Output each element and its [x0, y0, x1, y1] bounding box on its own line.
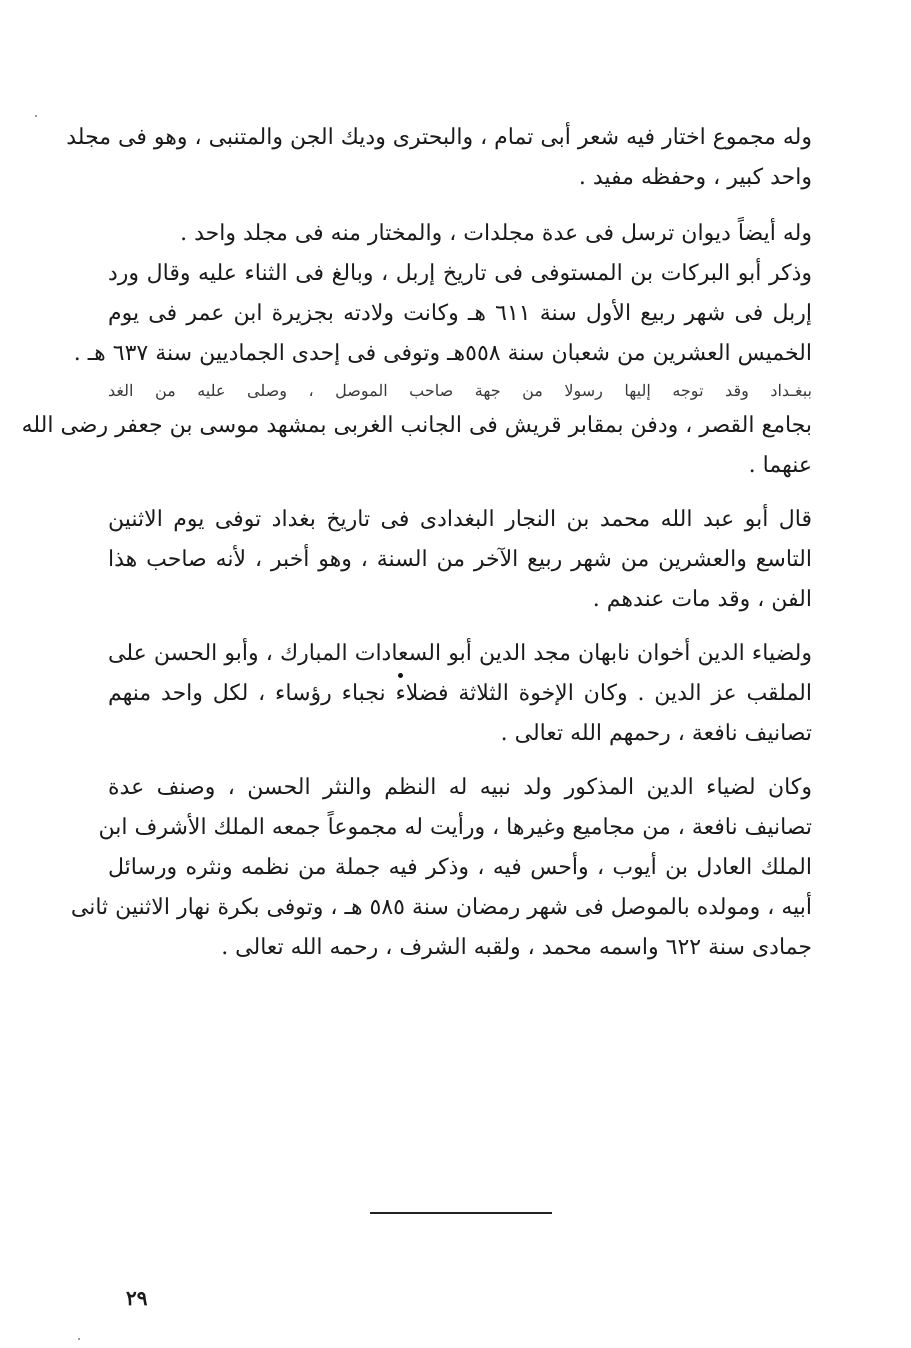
- text-line: عنهما .: [748, 453, 812, 478]
- text-line: تصانيف نافعة ، من مجاميع وغيرها ، ورأيت له مجموعاً جمعه الملك الأشرف ابن: [98, 815, 812, 840]
- paragraph-3: [21, 254, 812, 486]
- body-text: [21, 118, 812, 968]
- text-line: وله مجموع اختار فيه شعر أبى تمام ، والبحترى وديك الجن والمتنبى ، وهو فى مجلد: [66, 125, 812, 150]
- text-line: إربل فى شهر ربيع الأول سنة ٦١١ هـ وكانت ولادته بجزيرة ابن عمر فى يوم: [108, 301, 812, 326]
- paragraph-4: [108, 500, 812, 620]
- text-line: بجامع القصر ، ودفن بمقابر قريش فى الجانب الغربى بمشهد موسى بن جعفر رضى الله: [21, 413, 812, 438]
- text-line: وذكر أبو البركات بن المستوفى فى تاريخ إربل ، وبالغ فى الثناء عليه وقال ورد: [108, 261, 812, 286]
- paragraph-6: [70, 768, 812, 968]
- text-line: تصانيف نافعة ، رحمهم الله تعالى .: [500, 721, 812, 746]
- text-line: أبيه ، ومولده بالموصل فى شهر رمضان سنة ٥٨٥ هـ ، وتوفى بكرة نهار الاثنين ثانى: [70, 895, 812, 920]
- text-line: الملك العادل بن أيوب ، وأحس فيه ، وذكر فيه جملة من نظمه ونثره ورسائل: [108, 855, 812, 880]
- ink-speck: [35, 115, 37, 117]
- paragraph-5: [108, 634, 812, 754]
- ink-dot: [398, 673, 403, 678]
- page-number: ٢٩: [126, 1286, 148, 1310]
- text-line: واحد كبير ، وحفظه مفيد .: [578, 165, 812, 190]
- text-line-inserted: ببغـداد وقد توجه إليها رسولا من جهة صاحب الموصل ، وصلى عليه من الغد: [108, 381, 812, 400]
- text-line: الخميس العشرين من شعبان سنة ٥٥٨هـ وتوفى فى إحدى الجماديين سنة ٦٣٧ هـ .: [73, 341, 812, 366]
- text-line: التاسع والعشرين من شهر ربيع الآخر من السنة ، وهو أخبر ، لأنه صاحب هذا: [108, 547, 812, 572]
- text-line: وله أيضاً ديوان ترسل فى عدة مجلدات ، والمختار منه فى مجلد واحد .: [180, 221, 812, 246]
- text-line: قال أبو عبد الله محمد بن النجار البغدادى فى تاريخ بغداد توفى يوم الاثنين: [108, 507, 812, 532]
- text-line: الملقب عز الدين . وكان الإخوة الثلاثة فضلاء نجباء رؤساء ، لكل واحد منهم: [108, 681, 812, 706]
- text-line: جمادى سنة ٦٢٢ واسمه محمد ، ولقبه الشرف ، رحمه الله تعالى .: [221, 935, 812, 960]
- paragraph-2: [108, 214, 812, 254]
- text-line: وكان لضياء الدين المذكور ولد نبيه له النظم والنثر الحسن ، وصنف عدة: [108, 775, 812, 800]
- text-line: ولضياء الدين أخوان نابهان مجد الدين أبو السعادات المبارك ، وأبو الحسن على: [108, 641, 812, 666]
- text-line: الفن ، وقد مات عندهم .: [592, 587, 812, 612]
- paragraph-1: [66, 118, 812, 198]
- footer-rule: [370, 1212, 552, 1214]
- ink-speck: [78, 1338, 80, 1340]
